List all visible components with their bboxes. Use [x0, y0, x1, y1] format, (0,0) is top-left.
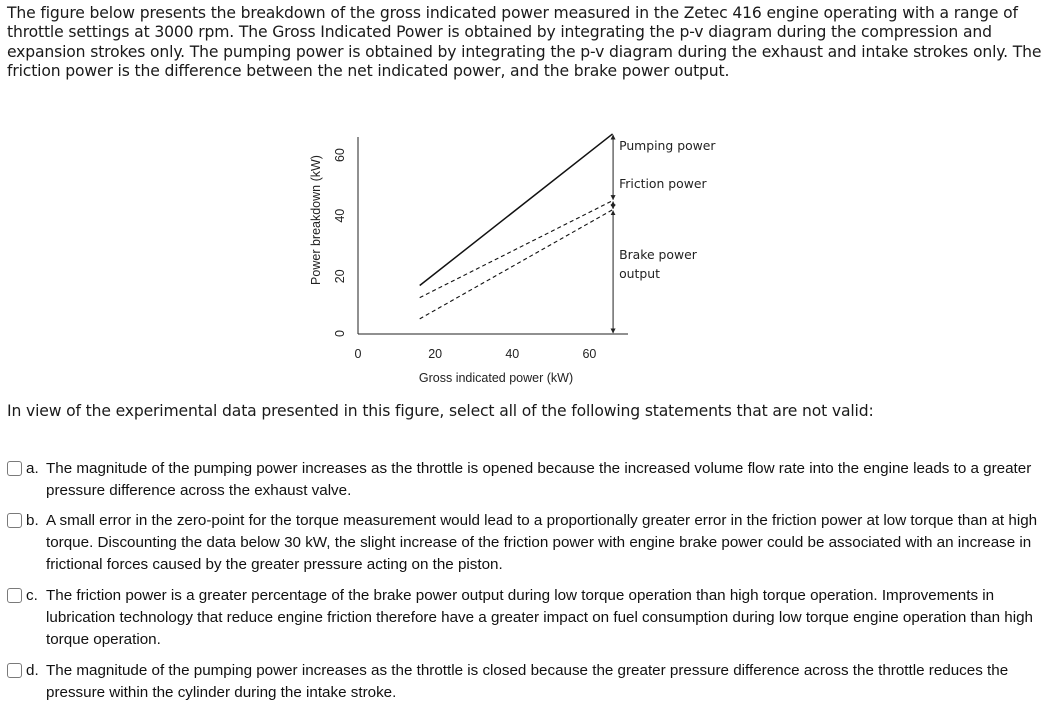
brake-power-label-line1: Brake power [619, 247, 697, 262]
series-line-1 [420, 134, 613, 286]
option-a-text: The magnitude of the pumping power increases as the throttle is opened because the increased volume flow rate into the engine leads to a greater pressure difference across the exhaust valve. [46, 460, 1032, 499]
option-a-checkbox[interactable] [7, 461, 22, 476]
pumping-power-label: Pumping power [619, 138, 716, 153]
option-d-checkbox[interactable] [7, 663, 22, 678]
option-c-checkbox[interactable] [7, 588, 22, 603]
option-a-letter: a. [26, 460, 39, 477]
option-b-text: A small error in the zero-point for the torque measurement would lead to a proportionally greater error in the friction power at low torque than at high torque. Discounting the data below 30 kW, the slight increase of the friction power with engine brake power could be associated with an increase in frictional forces caused by the greater pressure acting on the piston. [46, 512, 1038, 573]
option-b-letter: b. [26, 512, 39, 529]
series-line-3 [420, 210, 613, 319]
y-tick-label: 40 [333, 208, 347, 223]
answer-options [7, 458, 1059, 704]
option-d[interactable] [7, 660, 1059, 704]
x-tick-label: 60 [582, 347, 597, 361]
series-line-2 [420, 201, 613, 298]
y-axis-label: Power breakdown (kW) [309, 155, 323, 285]
option-d-letter: d. [26, 662, 39, 679]
intro-paragraph: The figure below presents the breakdown of the gross indicated power measured in the Zetec 416 engine operating with a range of throttle settings at 3000 rpm. The Gross Indicated Power is obtained by integrating the p-v diagram during the compression and expansion strokes only. The pumping power is obtained by integrating the p-v diagram during the exhaust and intake strokes only. The friction power is the difference between the net indicated power, and the brake power output. [7, 4, 1042, 81]
option-b[interactable] [7, 510, 1059, 576]
y-tick-label: 60 [333, 148, 347, 163]
y-tick-label: 0 [333, 330, 347, 337]
friction-power-label: Friction power [619, 176, 707, 191]
x-axis-label: Gross indicated power (kW) [418, 371, 574, 385]
option-b-checkbox[interactable] [7, 513, 22, 528]
power-breakdown-chart [300, 102, 740, 387]
y-tick-label: 20 [333, 269, 347, 284]
option-c[interactable] [7, 585, 1059, 651]
option-c-text: The friction power is a greater percentage of the brake power output during low torque operation than high torque operation. Improvements in lubrication technology that reduce engine friction therefore have a greater impact on fuel consumption during low torque engine operation than high torque operation. [46, 587, 1033, 648]
x-tick-label: 40 [505, 347, 520, 361]
option-a[interactable] [7, 458, 1059, 502]
x-tick-label: 20 [428, 347, 443, 361]
brake-power-label-line2: output [619, 266, 660, 281]
option-d-text: The magnitude of the pumping power increases as the throttle is closed because the greater pressure difference across the throttle reduces the pressure within the cylinder during the intake stroke. [46, 662, 1009, 701]
option-c-letter: c. [26, 587, 38, 604]
x-tick-label: 0 [354, 347, 362, 361]
question-prompt: In view of the experimental data presented in this figure, select all of the following statements that are not valid: [7, 402, 874, 420]
